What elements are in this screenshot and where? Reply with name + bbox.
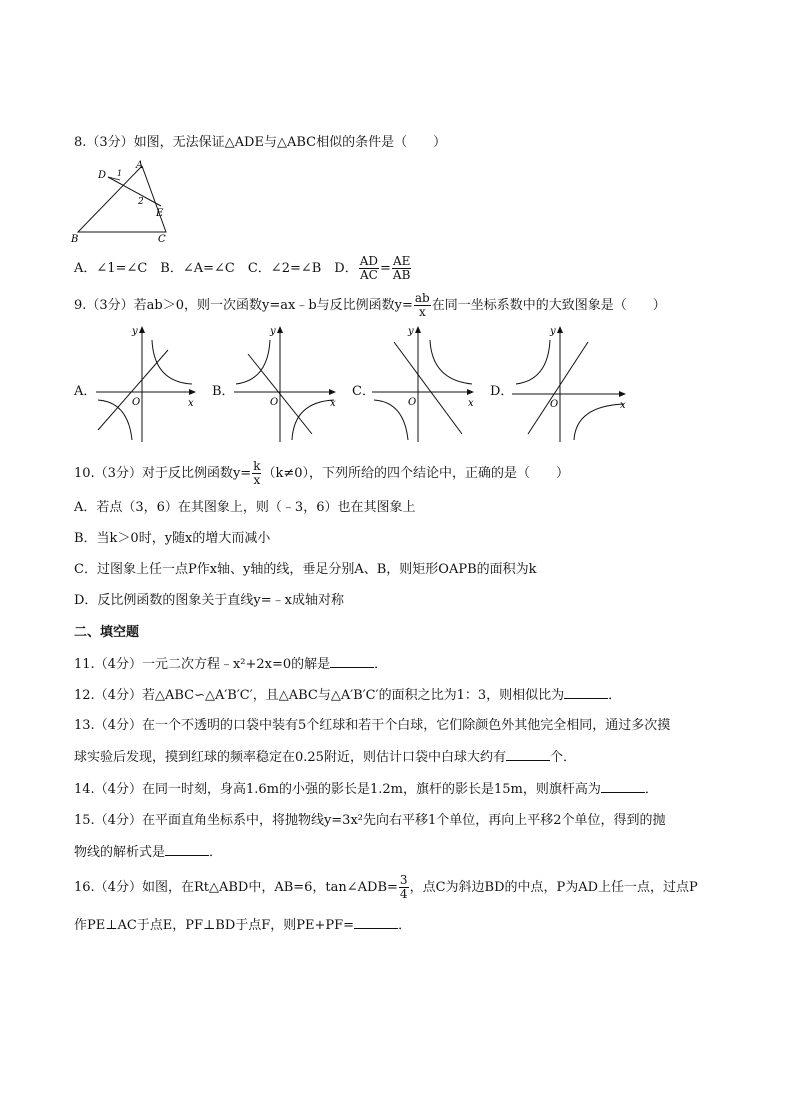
graph-c-y-label: y <box>408 326 414 337</box>
graph-b-origin: O <box>270 397 279 408</box>
q10-stem-b: （k≠0），下列所给的四个结论中，正确的是（ ） <box>262 466 570 481</box>
q16-stem-a: 16.（4分）如图，在Rt△ABD中，AB=6，tan∠ADB= <box>74 880 398 895</box>
q9-frac-num: ab <box>414 291 430 305</box>
graph-d-y-label: y <box>550 326 556 337</box>
graph-a-x-label: x <box>188 398 194 409</box>
q12-text: 12.（4分）若△ABC∽△A′B′C′，且△ABC与△A′B′C′的面积之比为1：3，则相似比为 <box>74 688 565 703</box>
q10-frac <box>252 460 261 487</box>
graph-c-x-label: x <box>468 398 474 409</box>
q11-text: 11.（4分）一元二次方程﹣x²+2x=0的解是 <box>74 657 331 672</box>
q15-end: ． <box>209 845 223 860</box>
q11 <box>74 655 387 674</box>
q13-text: 球实验后发现，摸到红球的频率稳定在0.25附近，则估计口袋中白球大约有 <box>74 750 506 765</box>
q10-stem-a: 10.（3分）对于反比例函数y= <box>74 466 252 481</box>
q8-stem: 8.（3分）如图，无法保证△ADE与△ABC相似的条件是（ ） <box>74 135 447 150</box>
q10-option-d: D．反比例函数的图象关于直线y=﹣x成轴对称 <box>74 593 344 608</box>
q14 <box>74 780 658 799</box>
graph-b-y-label: y <box>270 326 276 337</box>
q9-stem-a: 9.（3分）若ab＞0，则一次函数y=ax﹣b与反比例函数y= <box>74 298 413 313</box>
q8-frac2-num: AE <box>392 254 411 268</box>
q8-frac1 <box>359 255 379 282</box>
q8-frac1-den: AC <box>359 268 378 282</box>
q13-answer-blank <box>506 748 550 761</box>
q14-answer-blank <box>601 780 645 793</box>
q10-stem <box>74 460 569 487</box>
q10-option-c: C．过图象上任一点P作x轴、y轴的线，垂足分别A、B，则矩形OAPB的面积为k <box>74 562 537 577</box>
q12 <box>74 686 621 705</box>
q15-text: 物线的解析式是 <box>74 845 166 860</box>
q10-frac-den: x <box>253 473 261 487</box>
label-2: 2 <box>138 197 144 207</box>
label-e: E <box>156 208 164 219</box>
graph-a-origin: O <box>132 397 141 408</box>
q12-end: ． <box>608 688 622 703</box>
graph-d <box>508 322 632 446</box>
graph-a-y-label: y <box>132 326 138 337</box>
label-1: 1 <box>117 169 123 178</box>
q9-frac <box>414 292 431 319</box>
q16-answer-blank <box>354 916 398 929</box>
graph-a <box>92 322 202 446</box>
q16-end: ． <box>398 918 412 933</box>
q10-option-a: A．若点（3，6）在其图象上，则（﹣3，6）也在其图象上 <box>74 500 416 515</box>
q9-stem-b: 在同一坐标系数中的大致图象是（ ） <box>431 298 666 313</box>
q15-answer-blank <box>165 843 209 856</box>
graph-a-label: A． <box>74 384 97 399</box>
triangle-figure <box>70 158 175 244</box>
q8-frac2-den: AB <box>392 268 411 282</box>
graph-b <box>230 322 342 446</box>
q13-line1: 13.（4分）在一个不透明的口袋中装有5个红球和若干个白球，它们除颜色外其他完全相同，通过多次摸 <box>74 718 671 733</box>
q15-line1: 15.（4分）在平面直角坐标系中，将抛物线y=3x²先向右平移1个单位，再向上平移2个单位，得到的抛 <box>74 813 666 828</box>
q13-line2 <box>74 748 576 767</box>
q9-stem <box>74 292 666 319</box>
q14-text: 14.（4分）在同一时刻，身高1.6m的小强的影长是1.2m，旗杆的影长是15m，则旗杆高为 <box>74 782 601 797</box>
q14-end: ． <box>644 782 658 797</box>
graph-c-origin: O <box>408 397 417 408</box>
q8-options <box>74 255 412 282</box>
label-b: B <box>71 234 79 244</box>
q16-frac <box>399 874 409 901</box>
q8-eq: = <box>380 261 391 276</box>
label-a: A <box>136 160 144 171</box>
graph-c <box>368 322 480 446</box>
q16-frac-den: 4 <box>399 887 408 901</box>
q10-option-b: B．当k＞0时，y随x的增大而减小 <box>74 531 271 546</box>
q11-answer-blank <box>330 655 374 668</box>
graph-c-label: C． <box>352 384 375 399</box>
q8-frac1-num: AD <box>359 254 379 268</box>
label-c: C <box>158 234 166 244</box>
q8-options-prefix: A．∠1=∠C B．∠A=∠C C．∠2=∠B D． <box>74 261 358 276</box>
graph-b-label: B． <box>212 384 235 399</box>
q16-text: 作PE⊥AC于点E，PF⊥BD于点F，则PE+PF= <box>74 918 355 933</box>
label-d: D <box>98 170 107 181</box>
graph-b-x-label: x <box>330 398 336 409</box>
q10-frac-num: k <box>253 459 261 473</box>
q13-end: 个． <box>549 750 576 765</box>
q11-end: ． <box>374 657 388 672</box>
q16-line1 <box>74 874 698 901</box>
q9-frac-den: x <box>418 305 426 319</box>
graph-d-origin: O <box>550 399 559 410</box>
q12-answer-blank <box>564 686 608 699</box>
graph-d-x-label: x <box>620 400 626 411</box>
q16-stem-b: ，点C为斜边BD的中点，P为AD上任一点，过点P <box>409 880 698 895</box>
q16-line2 <box>74 916 411 935</box>
q8-frac2 <box>392 255 411 282</box>
section-heading-fill-in: 二、填空题 <box>74 625 140 640</box>
graph-d-label: D． <box>490 384 514 399</box>
q16-frac-num: 3 <box>399 873 408 887</box>
q15-line2 <box>74 843 222 862</box>
